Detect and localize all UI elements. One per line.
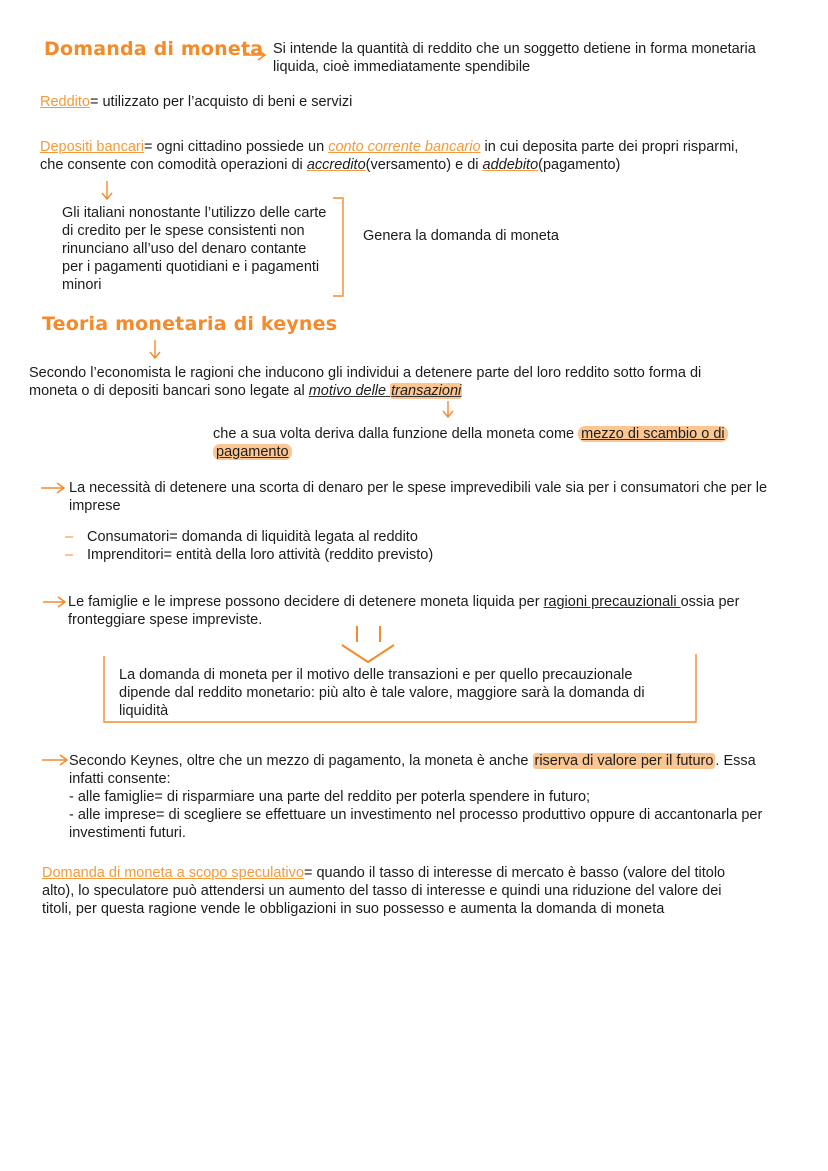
accredito-term: accredito [306, 157, 366, 173]
box-text: La domanda di moneta per il motivo delle transazioni e per quello precauzionale dipende dal reddito monetario: più alto è tale valore, maggiore sarà la domanda di liquidità [119, 667, 645, 719]
depositi-paragraph: Depositi bancari= ogni cittadino possiede un conto corrente bancario in cui deposita parte dei propri risparmi, che consente con comodità operazioni di accredito(versamento) e di addebito(pagamento) [40, 139, 739, 173]
necessita-paragraph: La necessità di detenere una scorta di denaro per le spese imprevedibili vale sia per i consumatori che per le imprese [69, 480, 768, 514]
depositi-term: Depositi bancari [40, 139, 144, 155]
funzione-paragraph: che a sua volta deriva dalla funzione della moneta come mezzo di scambio o di pagamento [213, 425, 728, 461]
speculativo-paragraph: Domanda di moneta a scopo speculativo= quando il tasso di interesse di mercato è basso (valore del titolo alto), lo speculatore può attendersi un aumento del tasso di interesse e quindi una riduzione del valore dei titoli, per questa ragione vende le obbligazioni in suo possesso e aumenta la domanda di moneta [42, 865, 726, 917]
famiglie-paragraph: Le famiglie e le imprese possono decidere di detenere moneta liquida per ragioni precauzionali ossia per fronteggiare spese impreviste. [68, 594, 740, 628]
genera-text: Genera la domanda di moneta [363, 228, 559, 244]
list-item: – Consumatori= domanda di liquidità legata al reddito [65, 529, 418, 545]
list-item: – Imprenditori= entità della loro attività (reddito previsto) [65, 547, 434, 563]
riserva-paragraph: Secondo Keynes, oltre che un mezzo di pagamento, la moneta è anche riserva di valore per il futuro . Essa infatti consente: - alle famiglie= di risparmiare una parte del reddito per poterla spendere in futuro; - alle imprese= di scegliere se effettuare un investimento nel processo produttivo oppure di accantonarla per investimenti futuri. [69, 753, 763, 841]
motivo-term: motivo delle [308, 383, 391, 399]
mezzo-scambio-highlight: mezzo di scambio o di [578, 426, 727, 442]
reddito-paragraph: Reddito= utilizzato per l’acquisto di beni e servizi [40, 94, 353, 110]
addebito-term: addebito [482, 157, 539, 173]
keynes-paragraph: Secondo l’economista le ragioni che inducono gli individui a detenere parte del loro reddito sotto forma di moneta o di depositi bancari sono legate al motivo delle transazioni [29, 365, 702, 399]
pagamento-highlight: pagamento [213, 444, 292, 460]
speculativo-term: Domanda di moneta a scopo speculativo [42, 865, 304, 881]
transazioni-term: transazioni [391, 383, 462, 399]
ragioni-precauzionali-term: ragioni precauzionali [543, 594, 681, 610]
italiani-block: Gli italiani nonostante l’utilizzo delle carte di credito per le spese consistenti non rinunciano all’uso del denaro contante per i pagamenti quotidiani e i pagamenti minori [62, 205, 327, 293]
reddito-term: Reddito [40, 94, 90, 110]
domanda-title: Domanda di moneta [44, 38, 264, 60]
riserva-highlight: riserva di valore per il futuro [534, 753, 714, 769]
conto-corrente-term: conto corrente bancario [328, 139, 481, 155]
domanda-definition: Si intende la quantità di reddito che un soggetto detiene in forma monetaria liquida, cioè immediatamente spendibile [273, 41, 756, 75]
keynes-title: Teoria monetaria di keynes [42, 313, 338, 335]
